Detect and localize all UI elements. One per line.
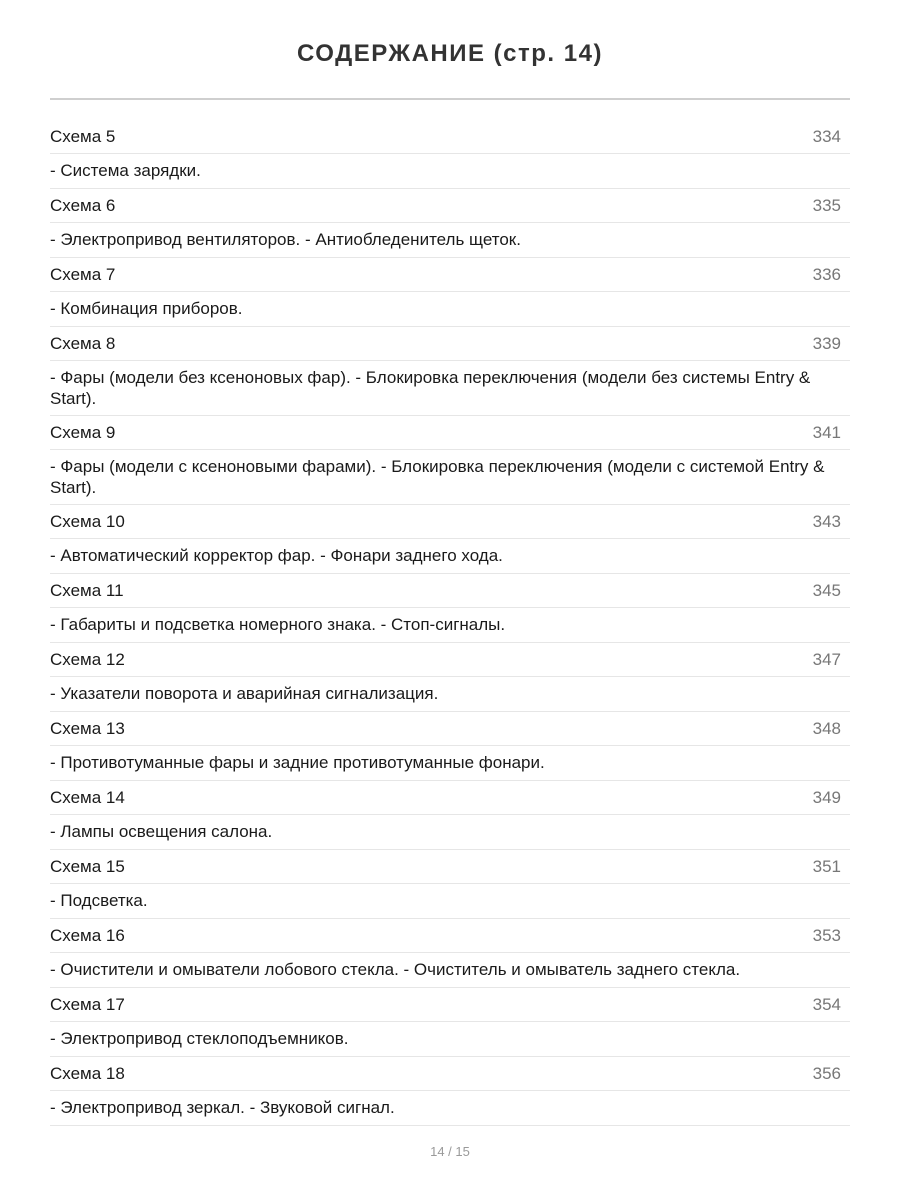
- toc-heading-row[interactable]: [50, 712, 850, 746]
- toc-heading: Схема 17: [50, 995, 125, 1014]
- toc-heading-row[interactable]: [50, 416, 850, 450]
- toc-description: - Электропривод стеклоподъемников.: [50, 1022, 850, 1057]
- toc-page-number: 345: [812, 581, 841, 600]
- toc-page-number: 356: [812, 1064, 841, 1083]
- toc-heading: Схема 7: [50, 265, 116, 284]
- toc-page-number: 347: [812, 650, 841, 669]
- toc-description: - Автоматический корректор фар. - Фонари заднего хода.: [50, 539, 850, 574]
- toc-heading-row[interactable]: [50, 505, 850, 539]
- toc-description: - Подсветка.: [50, 884, 850, 919]
- toc-heading: Схема 10: [50, 512, 125, 531]
- toc-heading-row[interactable]: [50, 120, 850, 154]
- toc-heading: Схема 6: [50, 196, 116, 215]
- toc-page-number: 339: [812, 334, 841, 353]
- toc-heading: Схема 15: [50, 857, 125, 876]
- toc-heading-row[interactable]: [50, 574, 850, 608]
- toc-heading-row[interactable]: [50, 850, 850, 884]
- page-indicator: 14 / 15: [430, 1144, 470, 1159]
- title-divider: [50, 98, 850, 100]
- toc-page-number: 353: [812, 926, 841, 945]
- toc-description: - Лампы освещения салона.: [50, 815, 850, 850]
- toc-heading: Схема 5: [50, 127, 116, 146]
- toc-description: - Электропривод зеркал. - Звуковой сигнал.: [50, 1091, 850, 1126]
- toc-description: - Комбинация приборов.: [50, 292, 850, 327]
- page-title: СОДЕРЖАНИЕ (стр. 14): [297, 40, 603, 67]
- toc-heading: Схема 8: [50, 334, 116, 353]
- toc-page-number: 351: [812, 857, 841, 876]
- toc-heading-row[interactable]: [50, 327, 850, 361]
- toc-description: - Фары (модели без ксеноновых фар). - Блокировка переключения (модели без системы Entry & Start).: [50, 361, 850, 416]
- toc-page-number: 354: [812, 995, 841, 1014]
- toc-description: - Фары (модели с ксеноновыми фарами). - Блокировка переключения (модели с системой Entry & Start).: [50, 450, 850, 505]
- toc-heading: Схема 9: [50, 423, 116, 442]
- toc-heading: Схема 13: [50, 719, 125, 738]
- toc-page-number: 336: [812, 265, 841, 284]
- toc-heading-row[interactable]: [50, 781, 850, 815]
- toc-heading: Схема 12: [50, 650, 125, 669]
- toc-heading-row[interactable]: [50, 643, 850, 677]
- toc-page-number: 334: [812, 127, 841, 146]
- toc-heading-row[interactable]: [50, 189, 850, 223]
- toc-page-number: 349: [812, 788, 841, 807]
- toc-page-number: 348: [812, 719, 841, 738]
- table-of-contents: [50, 120, 850, 1126]
- toc-heading-row[interactable]: [50, 919, 850, 953]
- toc-page-number: 341: [812, 423, 841, 442]
- toc-description: - Система зарядки.: [50, 154, 850, 189]
- toc-heading: Схема 18: [50, 1064, 125, 1083]
- toc-heading: Схема 16: [50, 926, 125, 945]
- toc-heading-row[interactable]: [50, 988, 850, 1022]
- toc-heading-row[interactable]: [50, 1057, 850, 1091]
- toc-description: - Указатели поворота и аварийная сигнализация.: [50, 677, 850, 712]
- toc-description: - Противотуманные фары и задние противотуманные фонари.: [50, 746, 850, 781]
- toc-page-number: 343: [812, 512, 841, 531]
- toc-heading: Схема 14: [50, 788, 125, 807]
- toc-heading-row[interactable]: [50, 258, 850, 292]
- toc-description: - Габариты и подсветка номерного знака. - Стоп-сигналы.: [50, 608, 850, 643]
- toc-description: - Электропривод вентиляторов. - Антиобледенитель щеток.: [50, 223, 850, 258]
- toc-description: - Очистители и омыватели лобового стекла. - Очиститель и омыватель заднего стекла.: [50, 953, 850, 988]
- toc-heading: Схема 11: [50, 581, 124, 600]
- toc-page-number: 335: [812, 196, 841, 215]
